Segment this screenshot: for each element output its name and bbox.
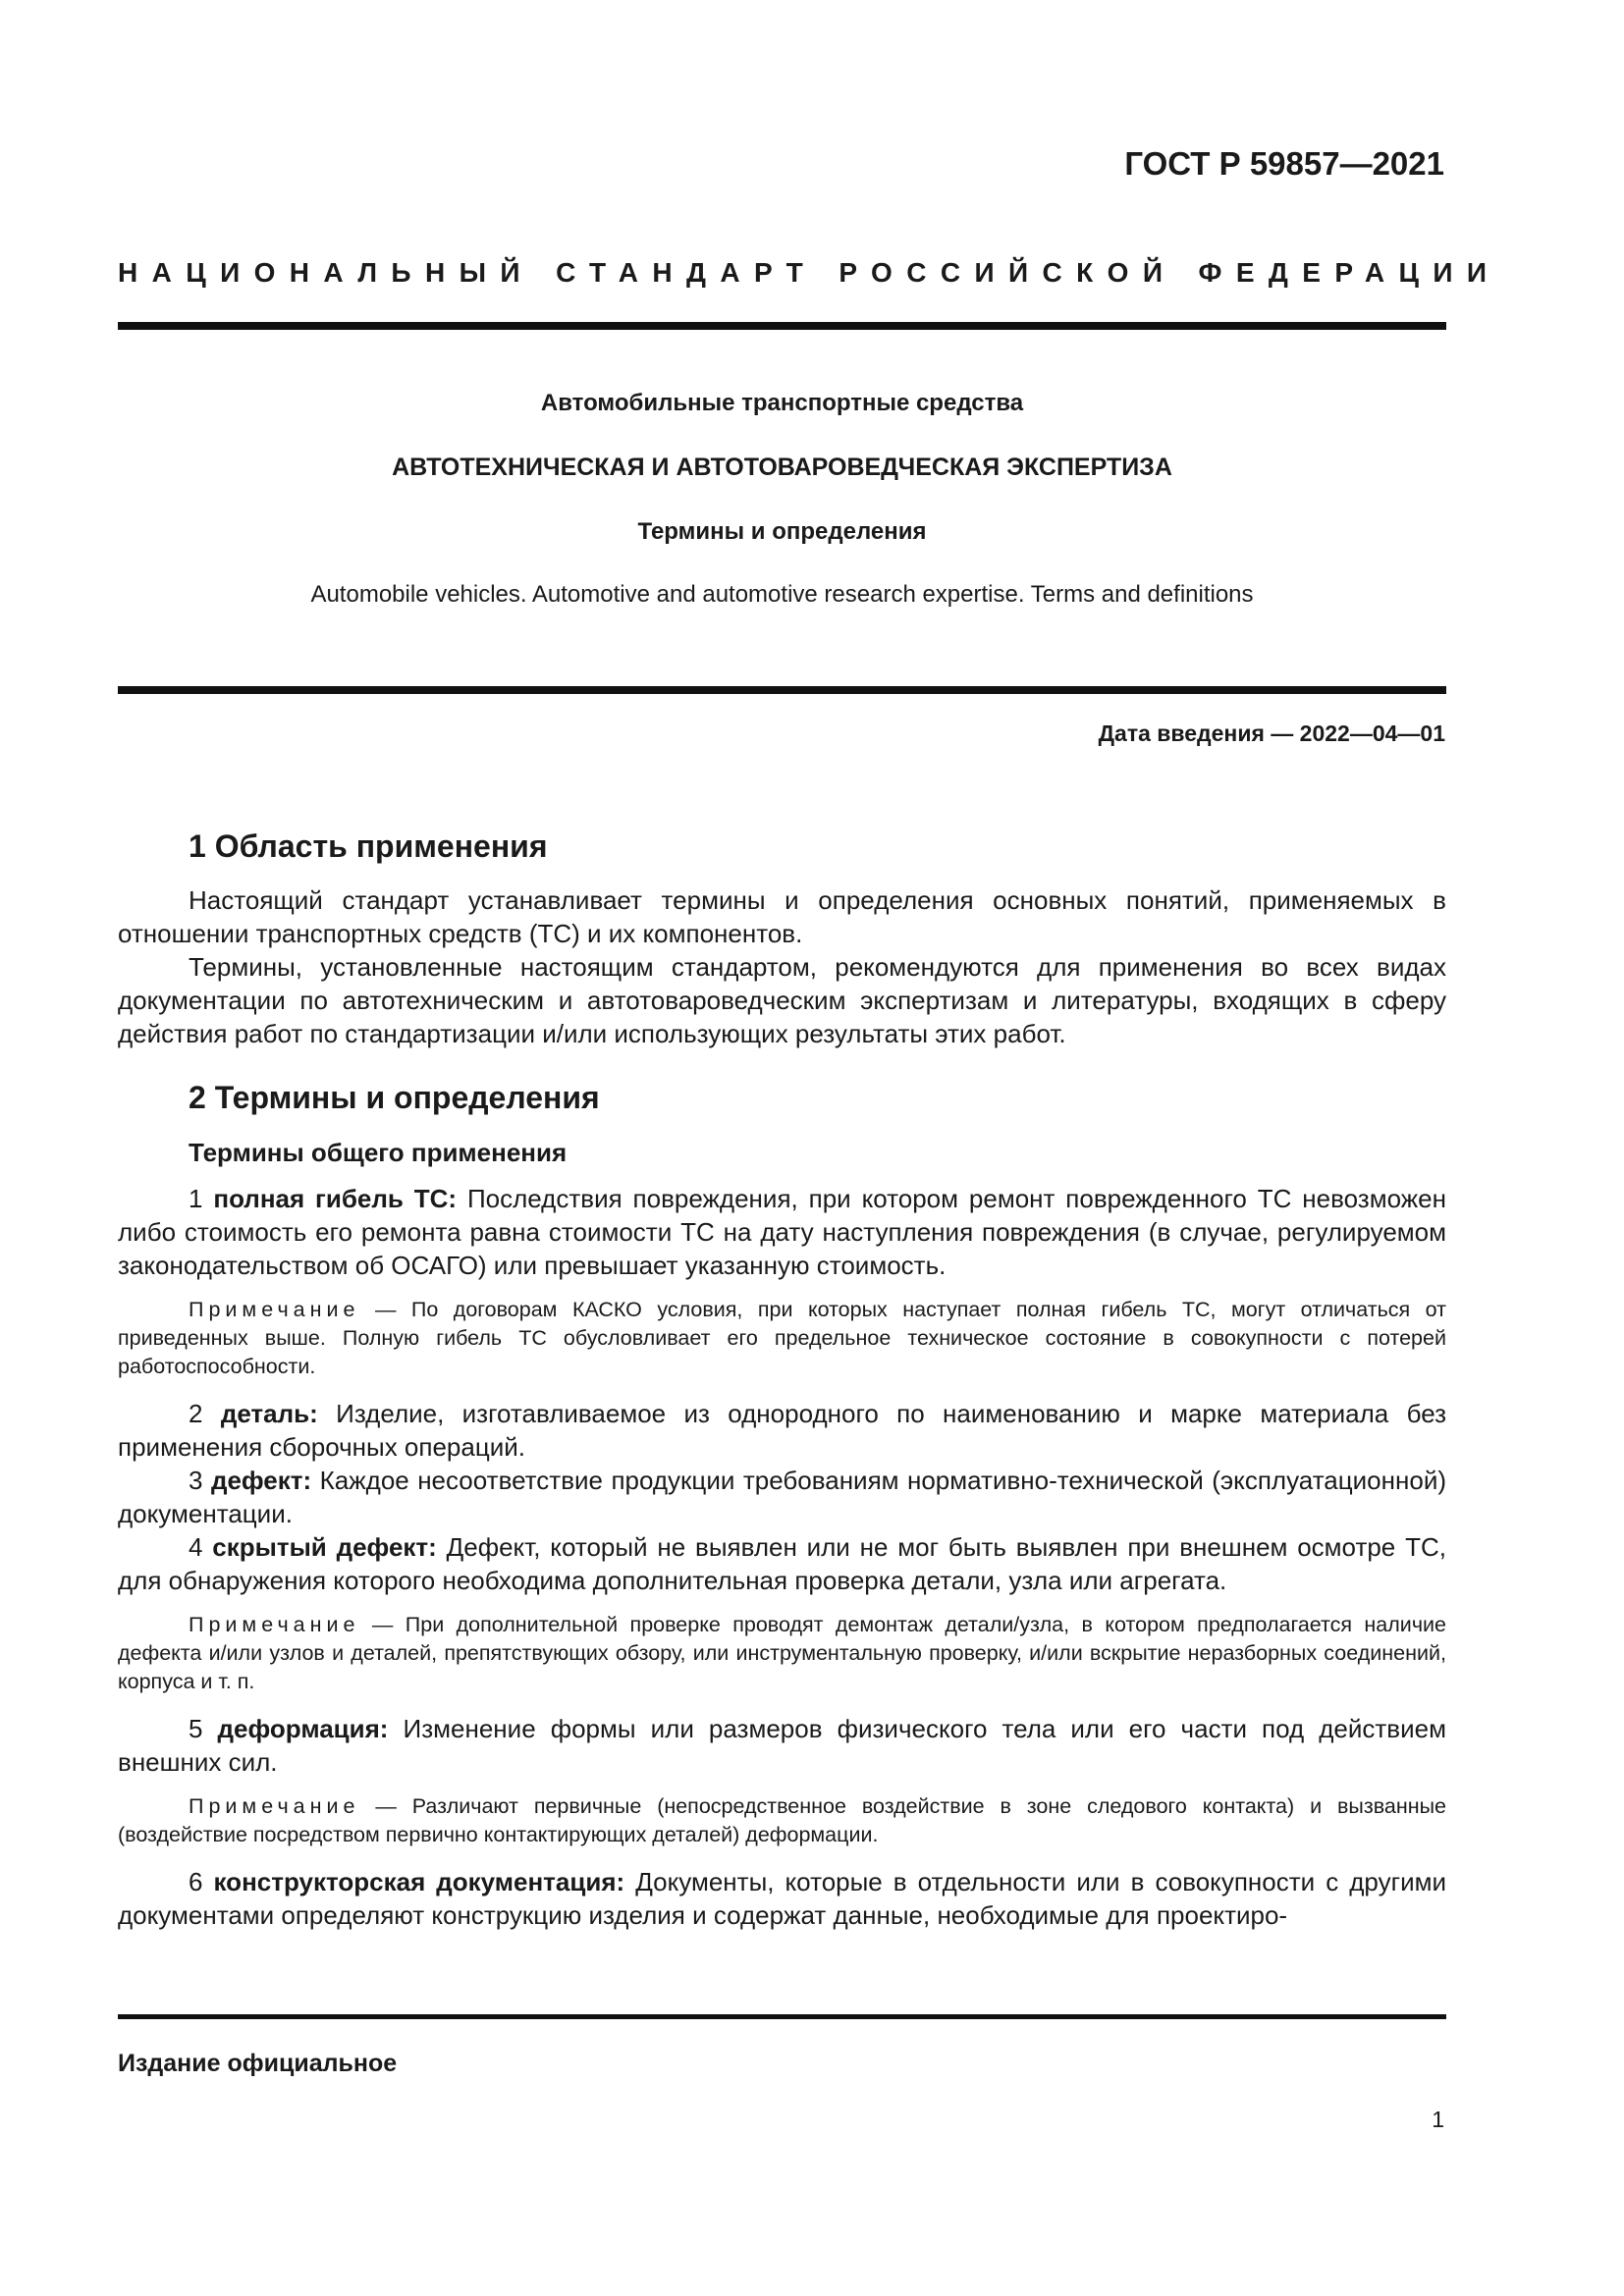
title-divider [118,686,1446,694]
term-entry [118,1712,1446,1779]
note-label: Примечание [189,1612,360,1636]
term-note [118,1296,1446,1381]
section-1-heading: 1 Область применения [189,828,548,864]
section-2-heading: 2 Термины и определения [189,1080,600,1115]
term-number: 2 [189,1398,203,1428]
term-entry [118,1397,1446,1464]
term-number: 4 [189,1531,203,1562]
term-name: полная гибель ТС: [213,1183,458,1213]
introduction-date: Дата введения — 2022—04—01 [1098,721,1445,746]
page-number: 1 [1432,2107,1444,2132]
term-entry [118,1530,1446,1597]
term-name: конструкторская документация: [213,1866,625,1896]
term-entry [118,1865,1446,1932]
term-number: 1 [189,1183,203,1213]
term-definition: Дефект, который не выявлен или не мог быть выявлен при внешнем осмотре ТС, для обнаружения которого необходима дополнительная проверка детали, узла или агрегата. [118,1531,1446,1595]
section-2-subheading: Термины общего применения [189,1138,568,1167]
term-name: деформация: [217,1713,389,1743]
title-english: Automobile vehicles. Automotive and automotive research expertise. Terms and definitions [310,581,1254,608]
title-category: Автомобильные транспортные средства [540,390,1024,416]
document-code: ГОСТ Р 59857—2021 [1124,145,1444,182]
note-label: Примечание [189,1297,360,1321]
edition-label: Издание официальное [118,2050,398,2077]
document-body [118,827,1446,1932]
term-name: деталь: [220,1398,318,1428]
term-note [118,1611,1446,1696]
term-number: 6 [189,1866,203,1896]
note-text: — При дополнительной проверке проводят демонтаж детали/узла, в котором предполагается наличие дефекта и/или узлов и деталей, препятствующих обзору, или инструментальную проверку, и/или вскрытие неразборных соединений, корпуса и т. п. [118,1612,1446,1693]
term-name: скрытый дефект: [212,1531,437,1562]
top-divider [118,322,1446,330]
term-number: 3 [189,1465,203,1495]
term-note [118,1792,1446,1849]
term-definition: Изделие, изготавливаемое из однородного по наименованию и марке материала без применения сборочных операций. [118,1398,1446,1462]
term-number: 5 [189,1713,203,1743]
term-definition: Каждое несоответствие продукции требованиям нормативно-технической (эксплуатационной) документации. [118,1465,1446,1528]
section-1-paragraph: Настоящий стандарт устанавливает термины и определения основных понятий, применяемых в отношении транспортных средств (ТС) и их компонентов. [118,885,1446,948]
title-main: АВТОТЕХНИЧЕСКАЯ И АВТОТОВАРОВЕДЧЕСКАЯ ЭКСПЕРТИЗА [392,454,1172,481]
term-name: дефект: [210,1465,312,1495]
section-1-paragraph: Термины, установленные настоящим стандартом, рекомендуются для применения во всех видах документации по автотехническим и автотовароведческим экспертизам и литературы, входящих в сферу действия работ по стандартизации и/или использующих результаты этих работ. [118,952,1446,1048]
term-definition: Последствия повреждения, при котором ремонт поврежденного ТС невозможен либо стоимость его ремонта равна стоимости ТС на дату наступления повреждения (в случае, регулируемом законодательством об ОСАГО) или превышает указанную стоимость. [118,1183,1446,1280]
footer-divider [118,2014,1446,2019]
term-entry [118,1464,1446,1530]
title-subtitle: Термины и определения [637,518,927,545]
note-text: — По договорам КАСКО условия, при которых наступает полная гибель ТС, могут отличаться от приведенных выше. Полную гибель ТС обусловливает его предельное техническое состояние в совокупности с потерей работоспособности. [118,1297,1446,1378]
term-entry [118,1182,1446,1282]
national-standard-banner: НАЦИОНАЛЬНЫЙ СТАНДАРТ РОССИЙСКОЙ ФЕДЕРАЦИИ [118,257,1501,288]
note-text: — Различают первичные (непосредственное воздействие в зоне следового контакта) и вызванные (воздействие посредством первично контактирующих деталей) деформации. [118,1793,1446,1846]
term-definition: Документы, которые в отдельности или в совокупности с другими документами определяют конструкцию изделия и содержат данные, необходимые для проектиро- [118,1866,1446,1930]
term-definition: Изменение формы или размеров физического тела или его части под действием внешних сил. [118,1713,1446,1777]
note-label: Примечание [189,1793,360,1818]
